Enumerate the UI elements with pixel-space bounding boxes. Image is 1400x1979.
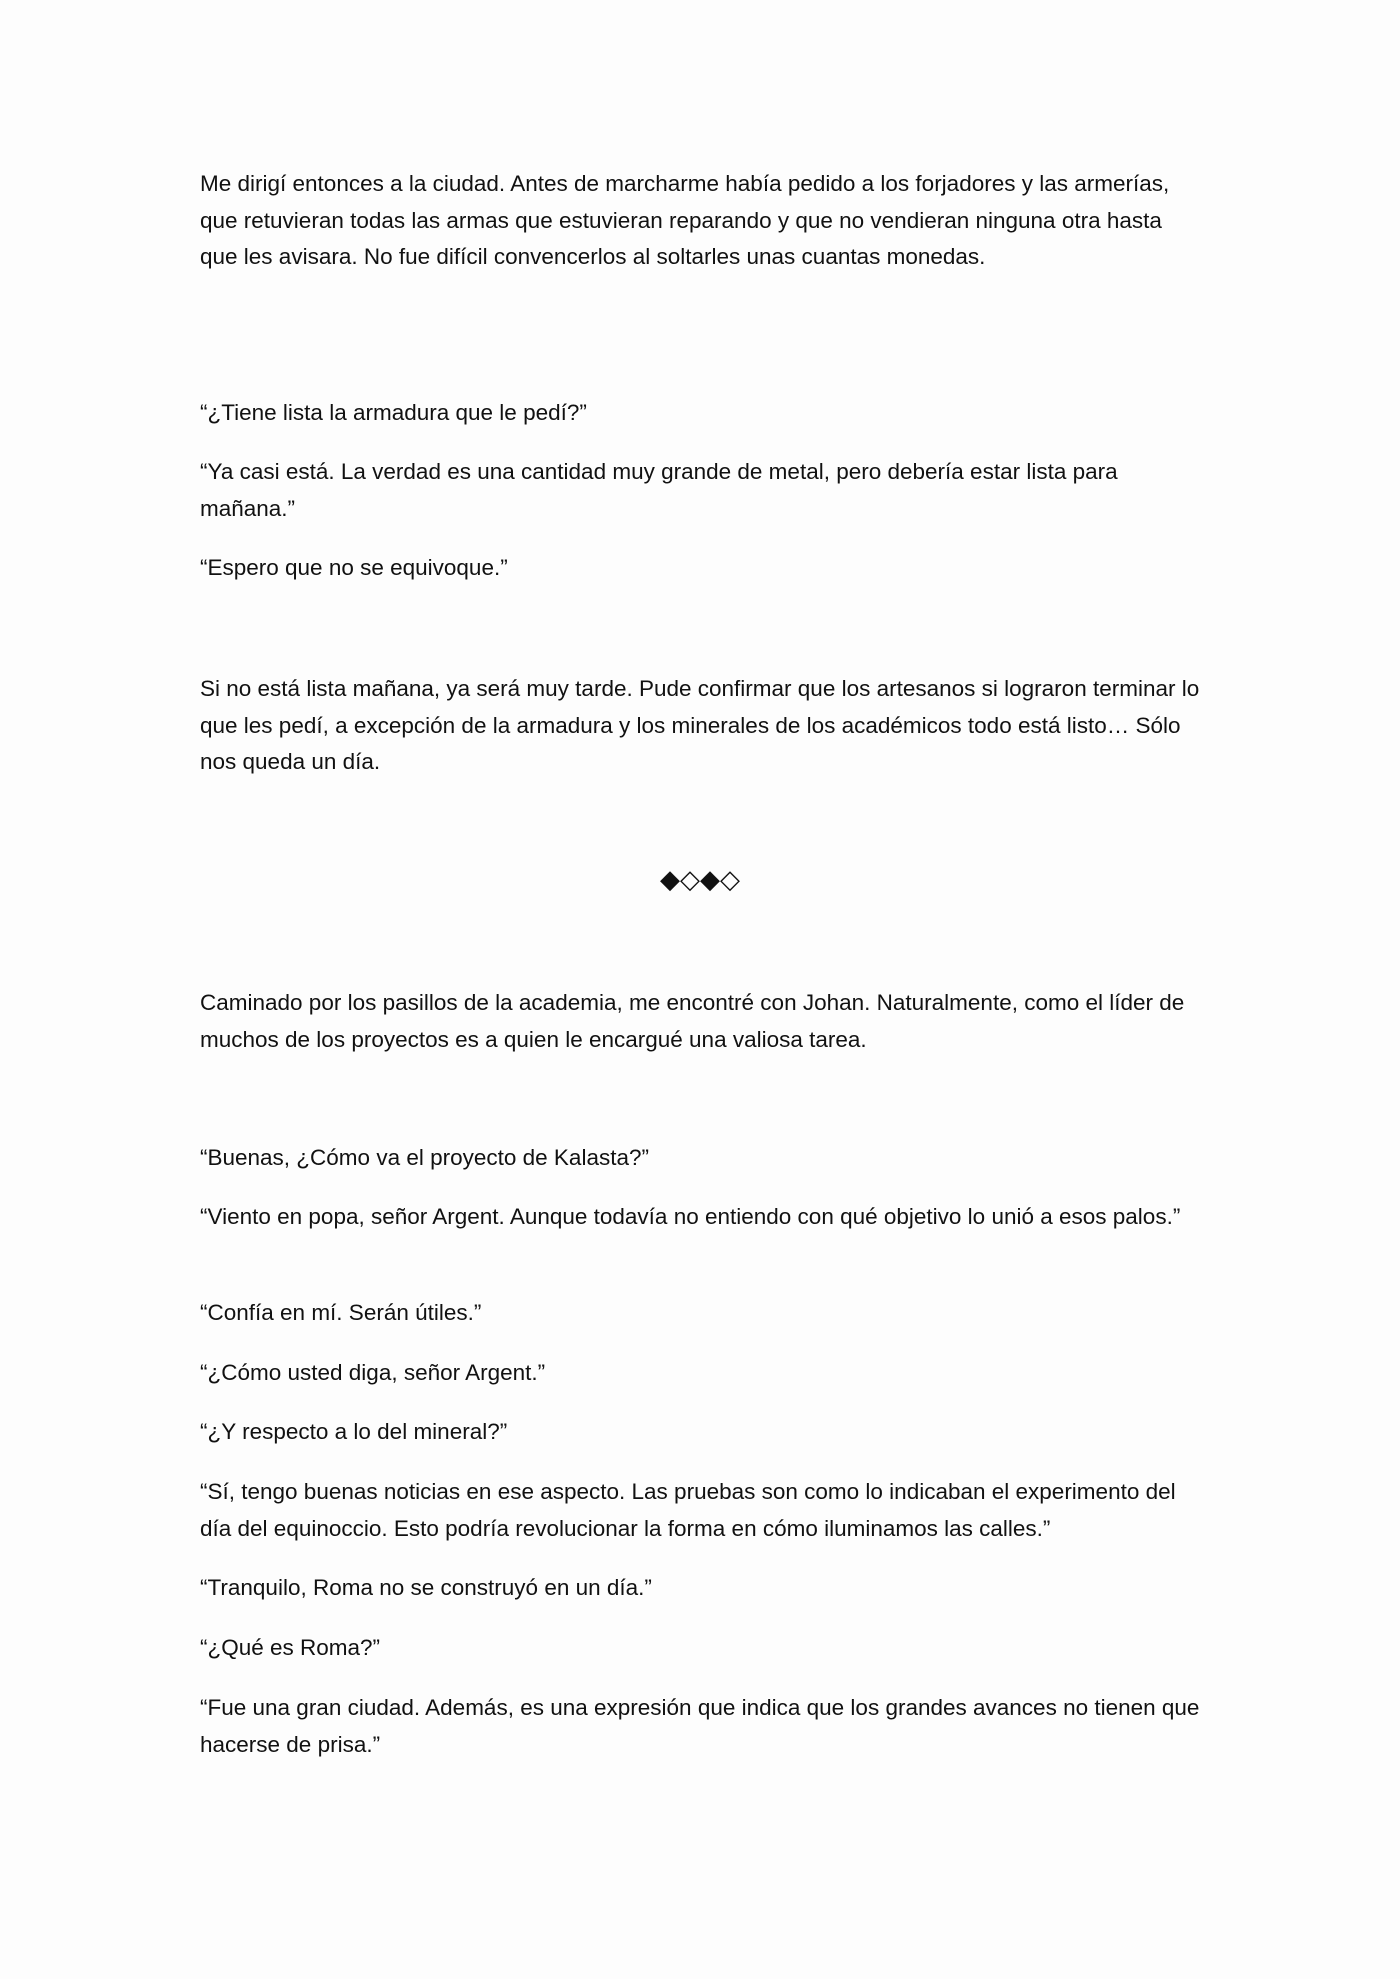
dialogue-as-you-say: “¿Cómo usted diga, señor Argent.” xyxy=(200,1360,546,1385)
paragraph-city-visit: Me dirigí entonces a la ciudad. Antes de marcharme había pedido a los forjadores y las armerías, que retuvieran todas las armas que estuvieran reparando y que no vendieran ninguna otra hasta que les avisara. No fue difícil convencerlos al soltarles unas cuantas monedas. xyxy=(200,171,1170,269)
dialogue-trust: “Confía en mí. Serán útiles.” xyxy=(200,1300,482,1325)
dialogue-what-is-rome: “¿Qué es Roma?” xyxy=(200,1635,381,1660)
dialogue-rome: “Tranquilo, Roma no se construyó en un día.” xyxy=(200,1575,652,1600)
dialogue-mineral-question: “¿Y respecto a lo del mineral?” xyxy=(200,1419,508,1444)
section-separator: ◆◇◆◇ xyxy=(660,865,740,895)
paragraph-johan-meeting: Caminado por los pasillos de la academia, me encontré con Johan. Naturalmente, como el líder de muchos de los proyectos es a quien le encargué una valiosa tarea. xyxy=(200,990,1185,1052)
dialogue-mineral-answer: “Sí, tengo buenas noticias en ese aspecto. Las pruebas son como lo indicaban el experimento del día del equinoccio. Esto podría revolucionar la forma en cómo iluminamos las calles.” xyxy=(200,1479,1176,1541)
dialogue-kalasta-question: “Buenas, ¿Cómo va el proyecto de Kalasta?” xyxy=(200,1145,649,1170)
dialogue-hope: “Espero que no se equivoque.” xyxy=(200,555,508,580)
dialogue-rome-explanation: “Fue una gran ciudad. Además, es una expresión que indica que los grandes avances no tienen que hacerse de prisa.” xyxy=(200,1695,1200,1757)
dialogue-armor-answer: “Ya casi está. La verdad es una cantidad muy grande de metal, pero debería estar lista para mañana.” xyxy=(200,459,1118,521)
paragraph-one-day-left: Si no está lista mañana, ya será muy tarde. Pude confirmar que los artesanos si lograron terminar lo que les pedí, a excepción de la armadura y los minerales de los académicos todo está listo… Sólo nos queda un día. xyxy=(200,676,1200,774)
dialogue-armor-question: “¿Tiene lista la armadura que le pedí?” xyxy=(200,400,587,425)
dialogue-kalasta-answer: “Viento en popa, señor Argent. Aunque todavía no entiendo con qué objetivo lo unió a esos palos.” xyxy=(200,1204,1181,1229)
